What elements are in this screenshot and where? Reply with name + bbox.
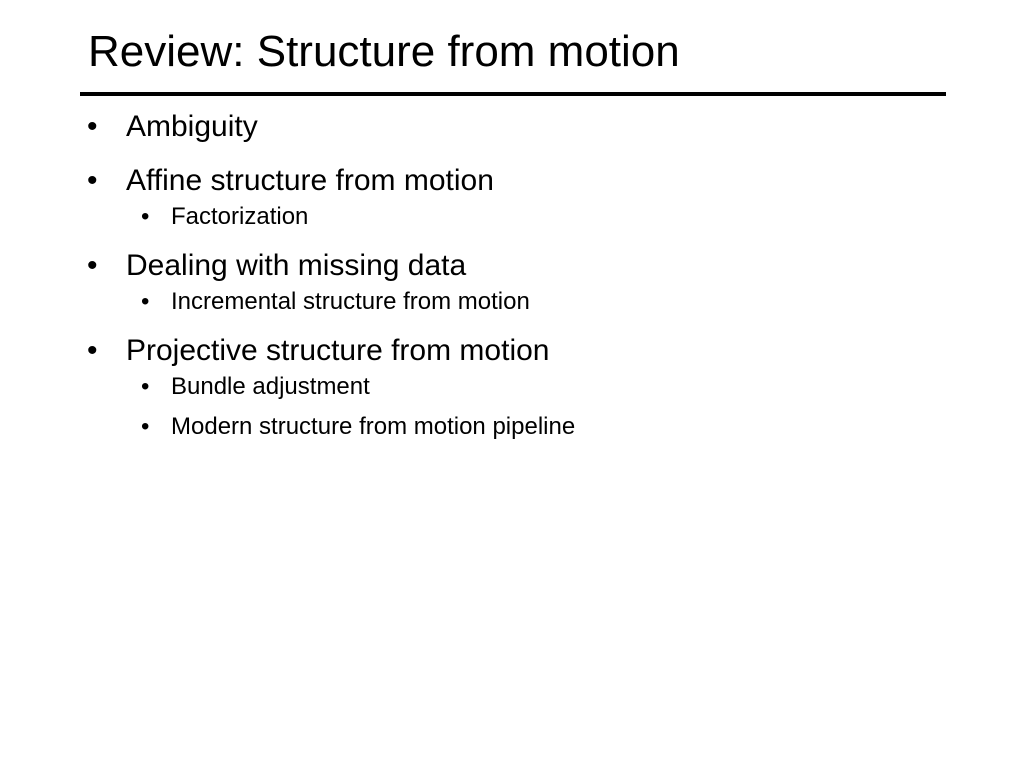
bullet-item <box>0 249 1024 318</box>
bullet-icon: • <box>87 110 98 143</box>
bullet-item <box>0 164 1024 233</box>
slide-title: Review: Structure from motion <box>88 27 680 76</box>
sub-bullet-icon: • <box>141 413 150 440</box>
bullet-list <box>0 110 1024 459</box>
sub-bullet-list <box>0 374 1024 443</box>
bullet-text: Ambiguity <box>126 110 258 143</box>
sub-bullet-item <box>0 289 1024 318</box>
sub-bullet-text: Incremental structure from motion <box>171 288 530 315</box>
bullet-item <box>0 110 1024 148</box>
sub-bullet-list <box>0 204 1024 233</box>
title-underline <box>80 92 946 96</box>
sub-bullet-item <box>0 414 1024 443</box>
sub-bullet-text: Bundle adjustment <box>171 373 370 400</box>
bullet-icon: • <box>87 164 98 197</box>
bullet-text: Affine structure from motion <box>126 164 494 197</box>
sub-bullet-icon: • <box>141 373 150 400</box>
bullet-text: Projective structure from motion <box>126 334 550 367</box>
sub-bullet-text: Modern structure from motion pipeline <box>171 413 576 440</box>
sub-bullet-icon: • <box>141 288 150 315</box>
sub-bullet-text: Factorization <box>171 203 309 230</box>
sub-bullet-item <box>0 374 1024 403</box>
bullet-item <box>0 334 1024 443</box>
sub-bullet-list <box>0 289 1024 318</box>
bullet-text: Dealing with missing data <box>126 249 467 282</box>
bullet-icon: • <box>87 334 98 367</box>
sub-bullet-item <box>0 204 1024 233</box>
sub-bullet-icon: • <box>141 203 150 230</box>
bullet-icon: • <box>87 249 98 282</box>
